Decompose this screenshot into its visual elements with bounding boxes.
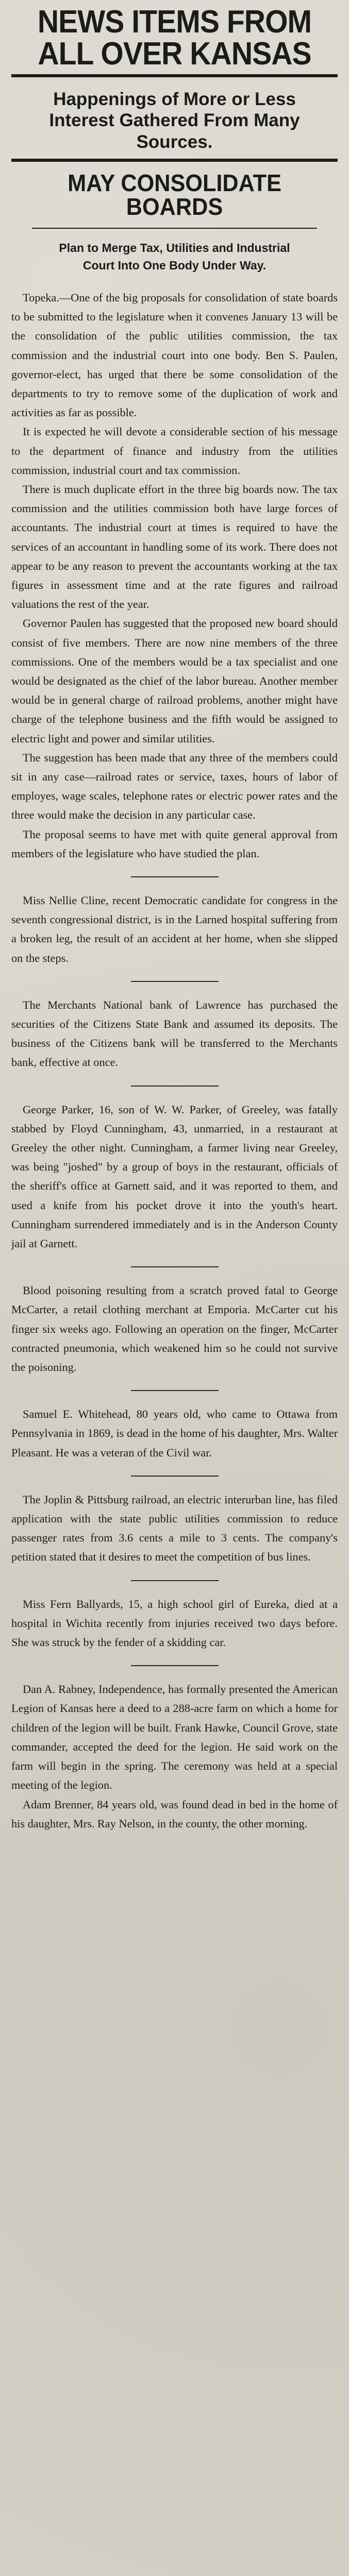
story-paragraph: The Joplin & Pittsburg railroad, an electric interurban line, has filed application with the state public utilities commission to reduce passenger rates from 3.6 cents a mile to 3 cents. The company's petition stated that it desires to meet the competition of bus lines. (11, 1493, 338, 1564)
story-paragraph: Dan A. Rabney, Independence, has formally presented the American Legion of Kansas here a deed to a 288-acre farm on which a home for children of the legion will be built. Frank Hawke, Council Grove, state commander, accepted the deed for the legion. He said work on the farm will begin in the spring. The ceremony was held at a special meeting of the legion. (11, 1683, 338, 1792)
news-story (11, 1595, 338, 1652)
section-headline: MAY CONSOLIDATE BOARDS (68, 169, 281, 220)
news-story (11, 1490, 338, 1567)
story-paragraph: Topeka.—One of the big proposals for consolidation of state boards to be submitted to the legislature when it convenes January 13 will be the consolidation of the public utilities commission, the tax commission and the industrial court into one body. Ben S. Paulen, governor-elect, has urged that there be some consolidation of the departments to try to remove some of the duplication of work and activities as far as possible. (11, 291, 338, 419)
story-paragraph: Blood poisoning resulting from a scratch proved fatal to George McCarter, a retail clothing merchant at Emporia. McCarter cut his finger six weeks ago. Following an operation on the finger, McCarter contracted pneumonia, which weakened him so he could not survive the poisoning. (11, 1284, 338, 1374)
section-rule-top (11, 159, 338, 162)
story-divider (131, 876, 219, 877)
story-divider (131, 1580, 219, 1581)
story-divider (131, 1266, 219, 1267)
story-divider (131, 1086, 219, 1087)
news-story (11, 1680, 338, 1833)
news-story (11, 891, 338, 968)
news-story (11, 288, 338, 863)
story-paragraph: Governor Paulen has suggested that the proposed new board should consist of five members. There are now nine members of the three commissions. One of the members would be a tax specialist and one would be designated as the chief of the labor bureau. Another member would be in general charge of railroad problems, another might have charge of the telephone business and the fifth would be assigned to electric light and power and similar utilities. (11, 617, 338, 745)
story-paragraph: It is expected he will devote a considerable section of his message to the department of finance and industry from the utilities commission, industrial court and tax commission. (11, 425, 338, 477)
news-story (11, 1404, 338, 1462)
news-story (11, 1100, 338, 1253)
story-paragraph: The proposal seems to have met with quite general approval from members of the legislature who have studied the plan. (11, 827, 338, 860)
story-divider (131, 1390, 219, 1391)
story-paragraph: Samuel E. Whitehead, 80 years old, who came to Ottawa from Pennsylvania in 1869, is dead in the home of his daughter, Mrs. Walter Pleasant. He was a veteran of the Civil war. (11, 1408, 338, 1459)
story-paragraph: Adam Brenner, 84 years old, was found dead in bed in the home of his daughter, Mrs. Ray Nelson, in the county, the other morning. (11, 1798, 338, 1830)
main-headline: NEWS ITEMS FROM ALL OVER KANSAS (37, 4, 312, 72)
news-story (11, 1281, 338, 1377)
headline-rule (11, 74, 338, 77)
story-paragraph: Miss Nellie Cline, recent Democratic candidate for congress in the seventh congressional district, is in the Larned hospital suffering from a broken leg, the result of an accident at her home, when she slipped on the steps. (11, 893, 338, 964)
story-divider (131, 1665, 219, 1666)
story-paragraph: The suggestion has been made that any three of the members could sit in any case—railroad rates or service, taxes, hours of labor of employes, wage scales, telephone rates or electric power rates and the three would make the decision in any particular case. (11, 751, 338, 822)
story-divider (131, 981, 219, 982)
story-paragraph: There is much duplicate effort in the three big boards now. The tax commission and the utilities commission both have large forces of accountants. The industrial court at times is required to have the services of an accountant in handling some of its work. There does not appear to be any reason to prevent the accountants working at the tax figures in assessment time and at the rate figures and railroad valuations the rest of the year. (11, 482, 338, 611)
story-paragraph: The Merchants National bank of Lawrence has purchased the securities of the Citizens State Bank and assumed its deposits. The business of the Citizens bank will be transferred to the Merchants bank, effective at once. (11, 998, 338, 1069)
section-rule-bottom (32, 228, 317, 229)
news-story (11, 995, 338, 1072)
headline-deck: Happenings of More or Less Interest Gathered From Many Sources. (49, 89, 300, 152)
story-paragraph: George Parker, 16, son of W. W. Parker, of Greeley, was fatally stabbed by Floyd Cunningham, 43, unmarried, in a restaurant at Greeley the other night. Cunningham, a farmer living near Greeley, was being "joshed" by a group of boys in the restaurant, officials of the sheriff's office at Garnett said, and it was reported to them, and used a knife from his pocket drove it into the youth's heart. Cunningham surrendered immediately and is in the Anderson County jail at Garnett. (11, 1103, 338, 1250)
story-divider (131, 1476, 219, 1477)
stories-container (11, 288, 338, 1833)
story-paragraph: Miss Fern Ballyards, 15, a high school girl of Eureka, died at a hospital in Wichita recently from injuries received two days before. She was struck by the fender of a skidding car. (11, 1597, 338, 1649)
sub-deck: Plan to Merge Tax, Utilities and Industrial Court Into One Body Under Way. (59, 241, 290, 273)
